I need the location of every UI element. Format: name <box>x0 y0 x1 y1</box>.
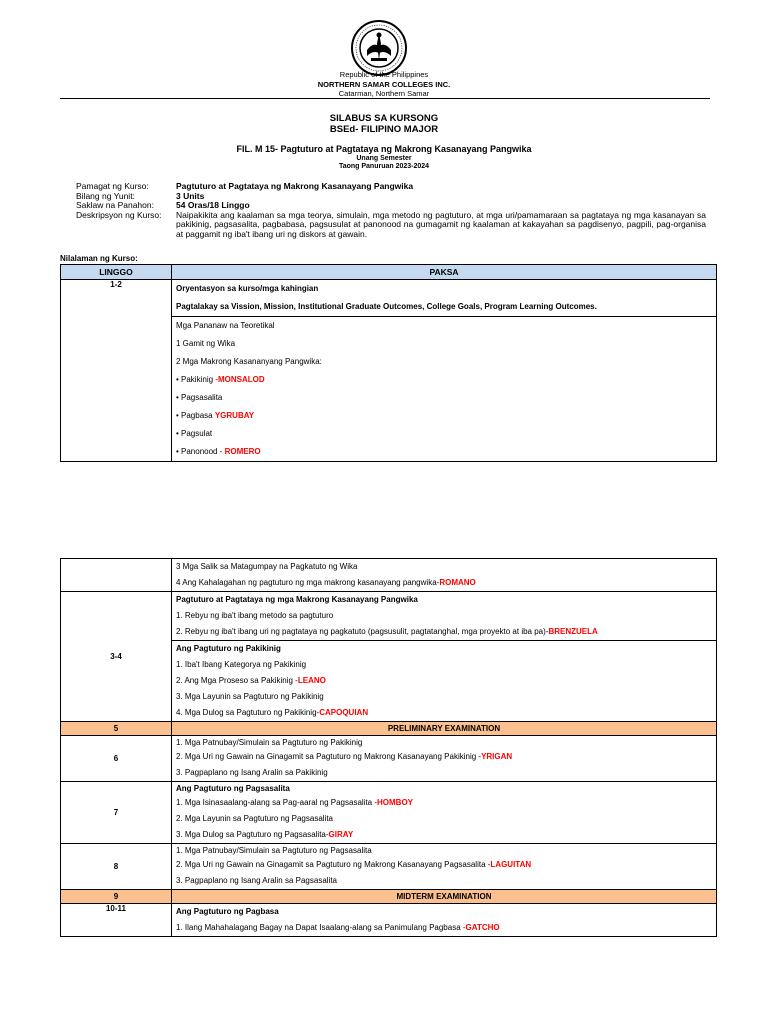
item-text: 2. Mga Uri ng Gawain na Ginagamit sa Pagtuturo ng Makrong Kasanayang Pagsasalita - <box>176 860 491 869</box>
week-cell: 6 <box>61 736 172 782</box>
desc-value: Naipakikita ang kaalaman sa mga teorya, simulain, mga metodo ng pagtuturo, at mga uri/pamamaraan sa pagtataya ng mga kasanayan sa pakikinig, pagsasalita, pagbabasa, pagsusulat at panonood na gumagamit ng kaalaman at kakayahan sa pagdisenyo, pagpili, pag-organisa at paggamit ng iba't ibang uri ng diskors at gawain. <box>176 209 706 239</box>
table-row <box>61 844 717 890</box>
list-item: Oryentasyon sa kurso/mga kahingian <box>176 284 319 293</box>
content-table-1 <box>60 264 717 462</box>
pamagat-label: Pamagat ng Kurso: <box>76 181 149 191</box>
table-row <box>61 904 717 937</box>
list-item: Ang Pagtuturo ng Pagbasa <box>176 907 279 916</box>
topic-cell <box>172 317 717 462</box>
week-cell: 3-4 <box>61 592 172 722</box>
list-item: 3 Mga Salik sa Matagumpay na Pagkatuto ng Wika <box>176 562 358 571</box>
list-item: Ang Pagtuturo ng Pakikinig <box>176 644 281 653</box>
list-item <box>172 827 716 843</box>
course-info <box>76 182 706 240</box>
list-item <box>172 673 716 689</box>
item-text: 3. Mga Dulog sa Pagtuturo ng Pagsasalita- <box>176 830 329 839</box>
yunit-value: 3 Units <box>176 190 205 201</box>
topic-cell <box>172 736 717 782</box>
week-cell: 9 <box>61 890 172 904</box>
item-text: • Pagbasa <box>176 411 215 420</box>
list-item <box>172 705 716 721</box>
exam-label: MIDTERM EXAMINATION <box>172 890 717 904</box>
nilalaman-label: Nilalaman ng Kurso: <box>60 254 138 263</box>
list-item: 1 Gamit ng Wika <box>176 339 236 348</box>
school-seal-logo <box>351 20 407 76</box>
topic-cell <box>172 641 717 722</box>
item-text: 1. Mga Isinasaalang-alang sa Pag-aaral ng Pagsasalita - <box>176 798 378 807</box>
week-cell: 10-11 <box>61 904 172 937</box>
reporter-name: YRIGAN <box>481 752 513 761</box>
reporter-name: GATCHO <box>465 923 500 932</box>
col-linggo: LINGGO <box>61 265 172 280</box>
list-item: 2. Mga Layunin sa Pagtuturo ng Pagsasalita <box>176 814 333 823</box>
exam-row <box>61 890 717 904</box>
week-cell: 5 <box>61 722 172 736</box>
desc-label: Deskripsyon ng Kurso: <box>76 209 162 220</box>
list-item: 1. Rebyu ng iba't ibang metodo sa pagtuturo <box>176 611 334 620</box>
content-table-2 <box>60 558 717 937</box>
list-item: 2 Mga Makrong Kasananyang Pangwika: <box>176 357 322 366</box>
reporter-name: ROMERO <box>224 447 261 456</box>
reporter-name: GIRAY <box>328 830 354 839</box>
reporter-name: MONSALOD <box>217 375 265 384</box>
exam-label: PRELIMINARY EXAMINATION <box>172 722 717 736</box>
list-item: Pagtuturo at Pagtataya ng mga Makrong Kasanayang Pangwika <box>176 595 418 604</box>
topic-cell <box>172 592 717 641</box>
semester: Unang Semester <box>356 155 412 162</box>
program-title: BSEd- FILIPINO MAJOR <box>329 124 439 135</box>
school-name: NORTHERN SAMAR COLLEGES INC. <box>317 80 451 89</box>
list-item <box>172 749 716 765</box>
table-row <box>61 280 717 317</box>
item-text: 2. Mga Uri ng Gawain na Ginagamit sa Pagtuturo ng Makrong Kasanayang Pakikinig - <box>176 752 482 761</box>
yunit-label: Bilang ng Yunit: <box>76 190 135 201</box>
topic-cell <box>172 782 717 844</box>
item-text: 1. Ilang Mahahalagang Bagay na Dapat Isaalang-alang sa Panimulang Pagbasa - <box>176 923 466 932</box>
syllabus-title: SILABUS SA KURSONG <box>329 113 439 124</box>
list-item: • Pagsasalita <box>176 393 223 402</box>
reporter-name: CAPOQUIAN <box>319 708 369 717</box>
topic-cell <box>172 280 717 317</box>
table-row <box>61 559 717 592</box>
item-text: 4 Ang Kahalagahan ng pagtuturo ng mga makrong kasanayang pangwika- <box>176 578 440 587</box>
table-row <box>61 592 717 641</box>
reporter-name: YGRUBAY <box>214 411 255 420</box>
week-cell <box>61 559 172 592</box>
list-item <box>172 575 716 591</box>
school-location: Catarman, Northern Samar <box>338 89 430 98</box>
reporter-name: BRENZUELA <box>548 627 598 636</box>
list-item: 1. Iba't Ibang Kategorya ng Pakikinig <box>176 660 307 669</box>
topic-cell <box>172 559 717 592</box>
list-item <box>172 443 716 461</box>
item-text: 2. Ang Mga Proseso sa Pakikinig - <box>176 676 298 685</box>
panahon-label: Saklaw na Panahon: <box>76 200 154 211</box>
item-text: • Panonood - <box>176 447 225 456</box>
week-cell: 8 <box>61 844 172 890</box>
exam-row <box>61 722 717 736</box>
week-cell: 7 <box>61 782 172 844</box>
list-item: Ang Pagtuturo ng Pagsasalita <box>176 784 290 793</box>
reporter-name: LEANO <box>297 676 326 685</box>
list-item <box>172 624 716 640</box>
col-paksa: PAKSA <box>172 265 717 280</box>
item-text: • Pakikinig - <box>176 375 218 384</box>
header-divider <box>60 98 710 99</box>
table-row <box>61 736 717 782</box>
pamagat-value: Pagtuturo at Pagtataya ng Makrong Kasanayang Pangwika <box>176 181 414 191</box>
list-item: Mga Pananaw na Teoretikal <box>176 321 275 330</box>
list-item: Pagtalakay sa Vission, Mission, Institutional Graduate Outcomes, College Goals, Program Learning Outcomes. <box>176 302 597 311</box>
list-item <box>172 920 716 936</box>
list-item: • Pagsulat <box>176 429 213 438</box>
list-item <box>172 371 716 389</box>
topic-cell <box>172 904 717 937</box>
list-item: 1. Mga Patnubay/Simulain sa Pagtuturo ng Pakikinig <box>176 738 363 747</box>
item-text: 2. Rebyu ng iba't ibang uri ng pagtataya ng pagkatuto (pagsusulit, pagtatanghal, mga proyekto at iba pa)- <box>176 627 549 636</box>
reporter-name: LAGUITAN <box>490 860 532 869</box>
topic-cell <box>172 844 717 890</box>
list-item <box>172 857 716 873</box>
list-item: 3. Mga Layunin sa Pagtuturo ng Pakikinig <box>176 692 324 701</box>
table-row <box>61 782 717 844</box>
week-cell: 1-2 <box>61 280 172 462</box>
item-text: 4. Mga Dulog sa Pagtuturo ng Pakikinig- <box>176 708 320 717</box>
list-item <box>172 407 716 425</box>
list-item: 1. Mga Patnubay/Simulain sa Pagtuturo ng Pagsasalita <box>176 846 372 855</box>
reporter-name: HOMBOY <box>377 798 414 807</box>
list-item: 3. Pagpaplano ng Isang Aralin sa Pakikinig <box>176 768 328 777</box>
list-item <box>172 795 716 811</box>
republic-line: Republic of the Philippines <box>339 70 429 79</box>
course-title: FIL. M 15- Pagtuturo at Pagtataya ng Makrong Kasanayang Pangwika <box>236 144 532 154</box>
list-item: 3. Pagpaplano ng Isang Aralin sa Pagsasalita <box>176 876 338 885</box>
reporter-name: ROMANO <box>439 578 476 587</box>
panahon-value: 54 Oras/18 Linggo <box>176 200 250 211</box>
school-year: Taong Panuruan 2023-2024 <box>338 163 430 170</box>
